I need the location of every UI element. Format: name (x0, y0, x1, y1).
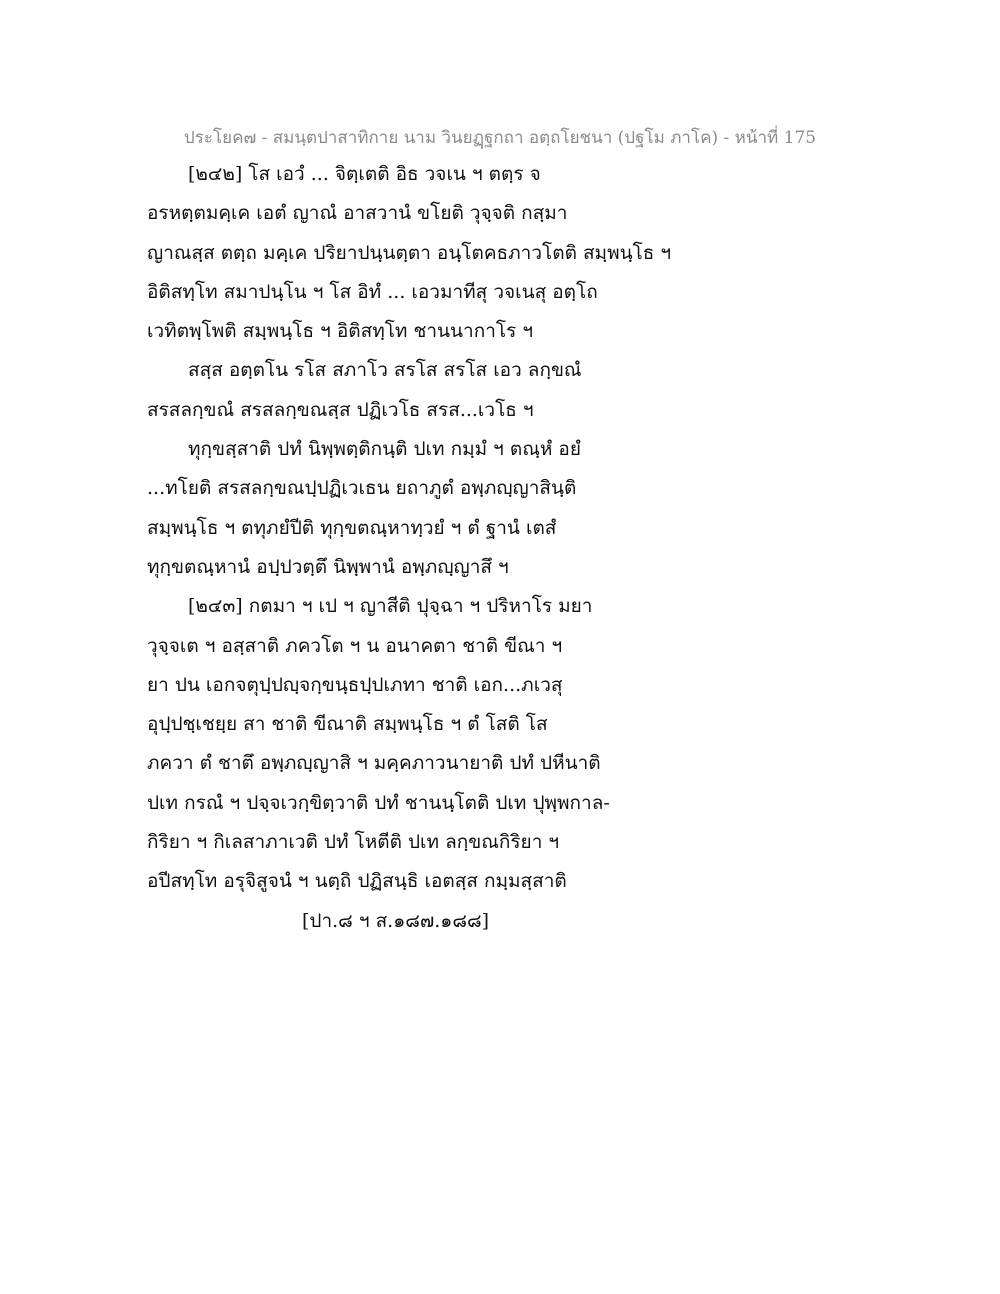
text-line: สมฺพนฺโธ ฯ ตทุภยํปีติ ทุกฺขตณฺหาทฺวยํ ฯ ตํ ฐานํ เตสํ (147, 516, 557, 539)
text-line: ...ทโยติ สรสลกฺขณปฺปฏิเวเธน ยถาภูตํ อพฺภญฺญาสินฺติ (147, 477, 577, 500)
text-line: ญาณสฺส ตตฺถ มคฺเค ปริยาปนฺนตฺตา อนฺโตคธภาวโตติ สมฺพนฺโธ ฯ (147, 241, 672, 264)
text-line: อุปฺปชฺเชยฺย สา ชาติ ขีณาติ สมฺพนฺโธ ฯ ตํ โสติ โส (147, 713, 548, 736)
text-line: อิติสทฺโท สมาปนฺโน ฯ โส อิทํ ... เอวมาทีสุ วจเนสุ อตฺโถ (147, 280, 598, 303)
text-line: สรสลกฺขณํ สรสลกฺขณสฺส ปฏิเวโธ สรส...เวโธ ฯ (147, 398, 534, 421)
text-line: ภควา ตํ ชาตึ อพฺภญฺญาสิ ฯ มคฺคภาวนายาติ ปทํ ปหีนาติ (147, 752, 601, 775)
page-header: ประโยค๗ - สมนฺตปาสาทิกาย นาม วินยฏฺฐกถา อตฺถโยชนา (ปฐโม ภาโค) - หน้าที่ 175 (183, 128, 817, 148)
text-line: อปีสทฺโท อรุจิสูจนํ ฯ นตฺถิ ปฏิสนฺธิ เอตสฺส กมฺมสฺสาติ (147, 870, 567, 893)
text-line: ทุกฺขตณฺหานํ อปฺปวตฺตึ นิพฺพานํ อพฺภญฺญาสึ ฯ (147, 555, 509, 578)
page-reference: [ปา.๘ ฯ ส.๑๘๗.๑๘๘] (302, 909, 490, 932)
text-line: [๒๔๒] โส เอวํ ... จิตฺเตติ อิธ วจเน ฯ ตตฺร จ (188, 163, 541, 185)
text-line: เวทิตพฺโพติ สมฺพนฺโธ ฯ อิติสทฺโท ชานนากาโร ฯ (147, 320, 533, 343)
text-line: อรหตฺตมคฺเค เอตํ ญาณํ อาสวานํ ขโยติ วุจฺจติ กสฺมา (147, 202, 568, 225)
text-line: ปเท กรณํ ฯ ปจฺจเวกฺขิตฺวาติ ปทํ ชานนฺโตติ ปเท ปุพฺพกาล- (147, 791, 610, 814)
text-line: ทุกฺขสฺสาติ ปทํ นิพฺพตฺติกนฺติ ปเท กมฺมํ ฯ ตณฺหํ อยํ (188, 438, 581, 461)
text-line: ยา ปน เอกจตุปฺปญฺจกฺขนฺธปฺปเภทา ชาติ เอก...ภเวสุ (147, 673, 563, 696)
body-text (147, 160, 867, 946)
text-line: วุจฺจเต ฯ อสฺสาติ ภควโต ฯ น อนาคตา ชาติ ขีณา ฯ (147, 634, 563, 657)
text-line: [๒๔๓] กตมา ฯ เป ฯ ญาสีติ ปุจฺฉา ฯ ปริหาโร มยา (188, 595, 593, 618)
text-line: กิริยา ฯ กิเลสาภาเวติ ปทํ โหตีติ ปเท ลกฺขณกิริยา ฯ (147, 831, 560, 854)
text-line: สสฺส อตฺตโน รโส สภาโว สรโส สรโส เอว ลกฺขณํ (188, 359, 582, 382)
